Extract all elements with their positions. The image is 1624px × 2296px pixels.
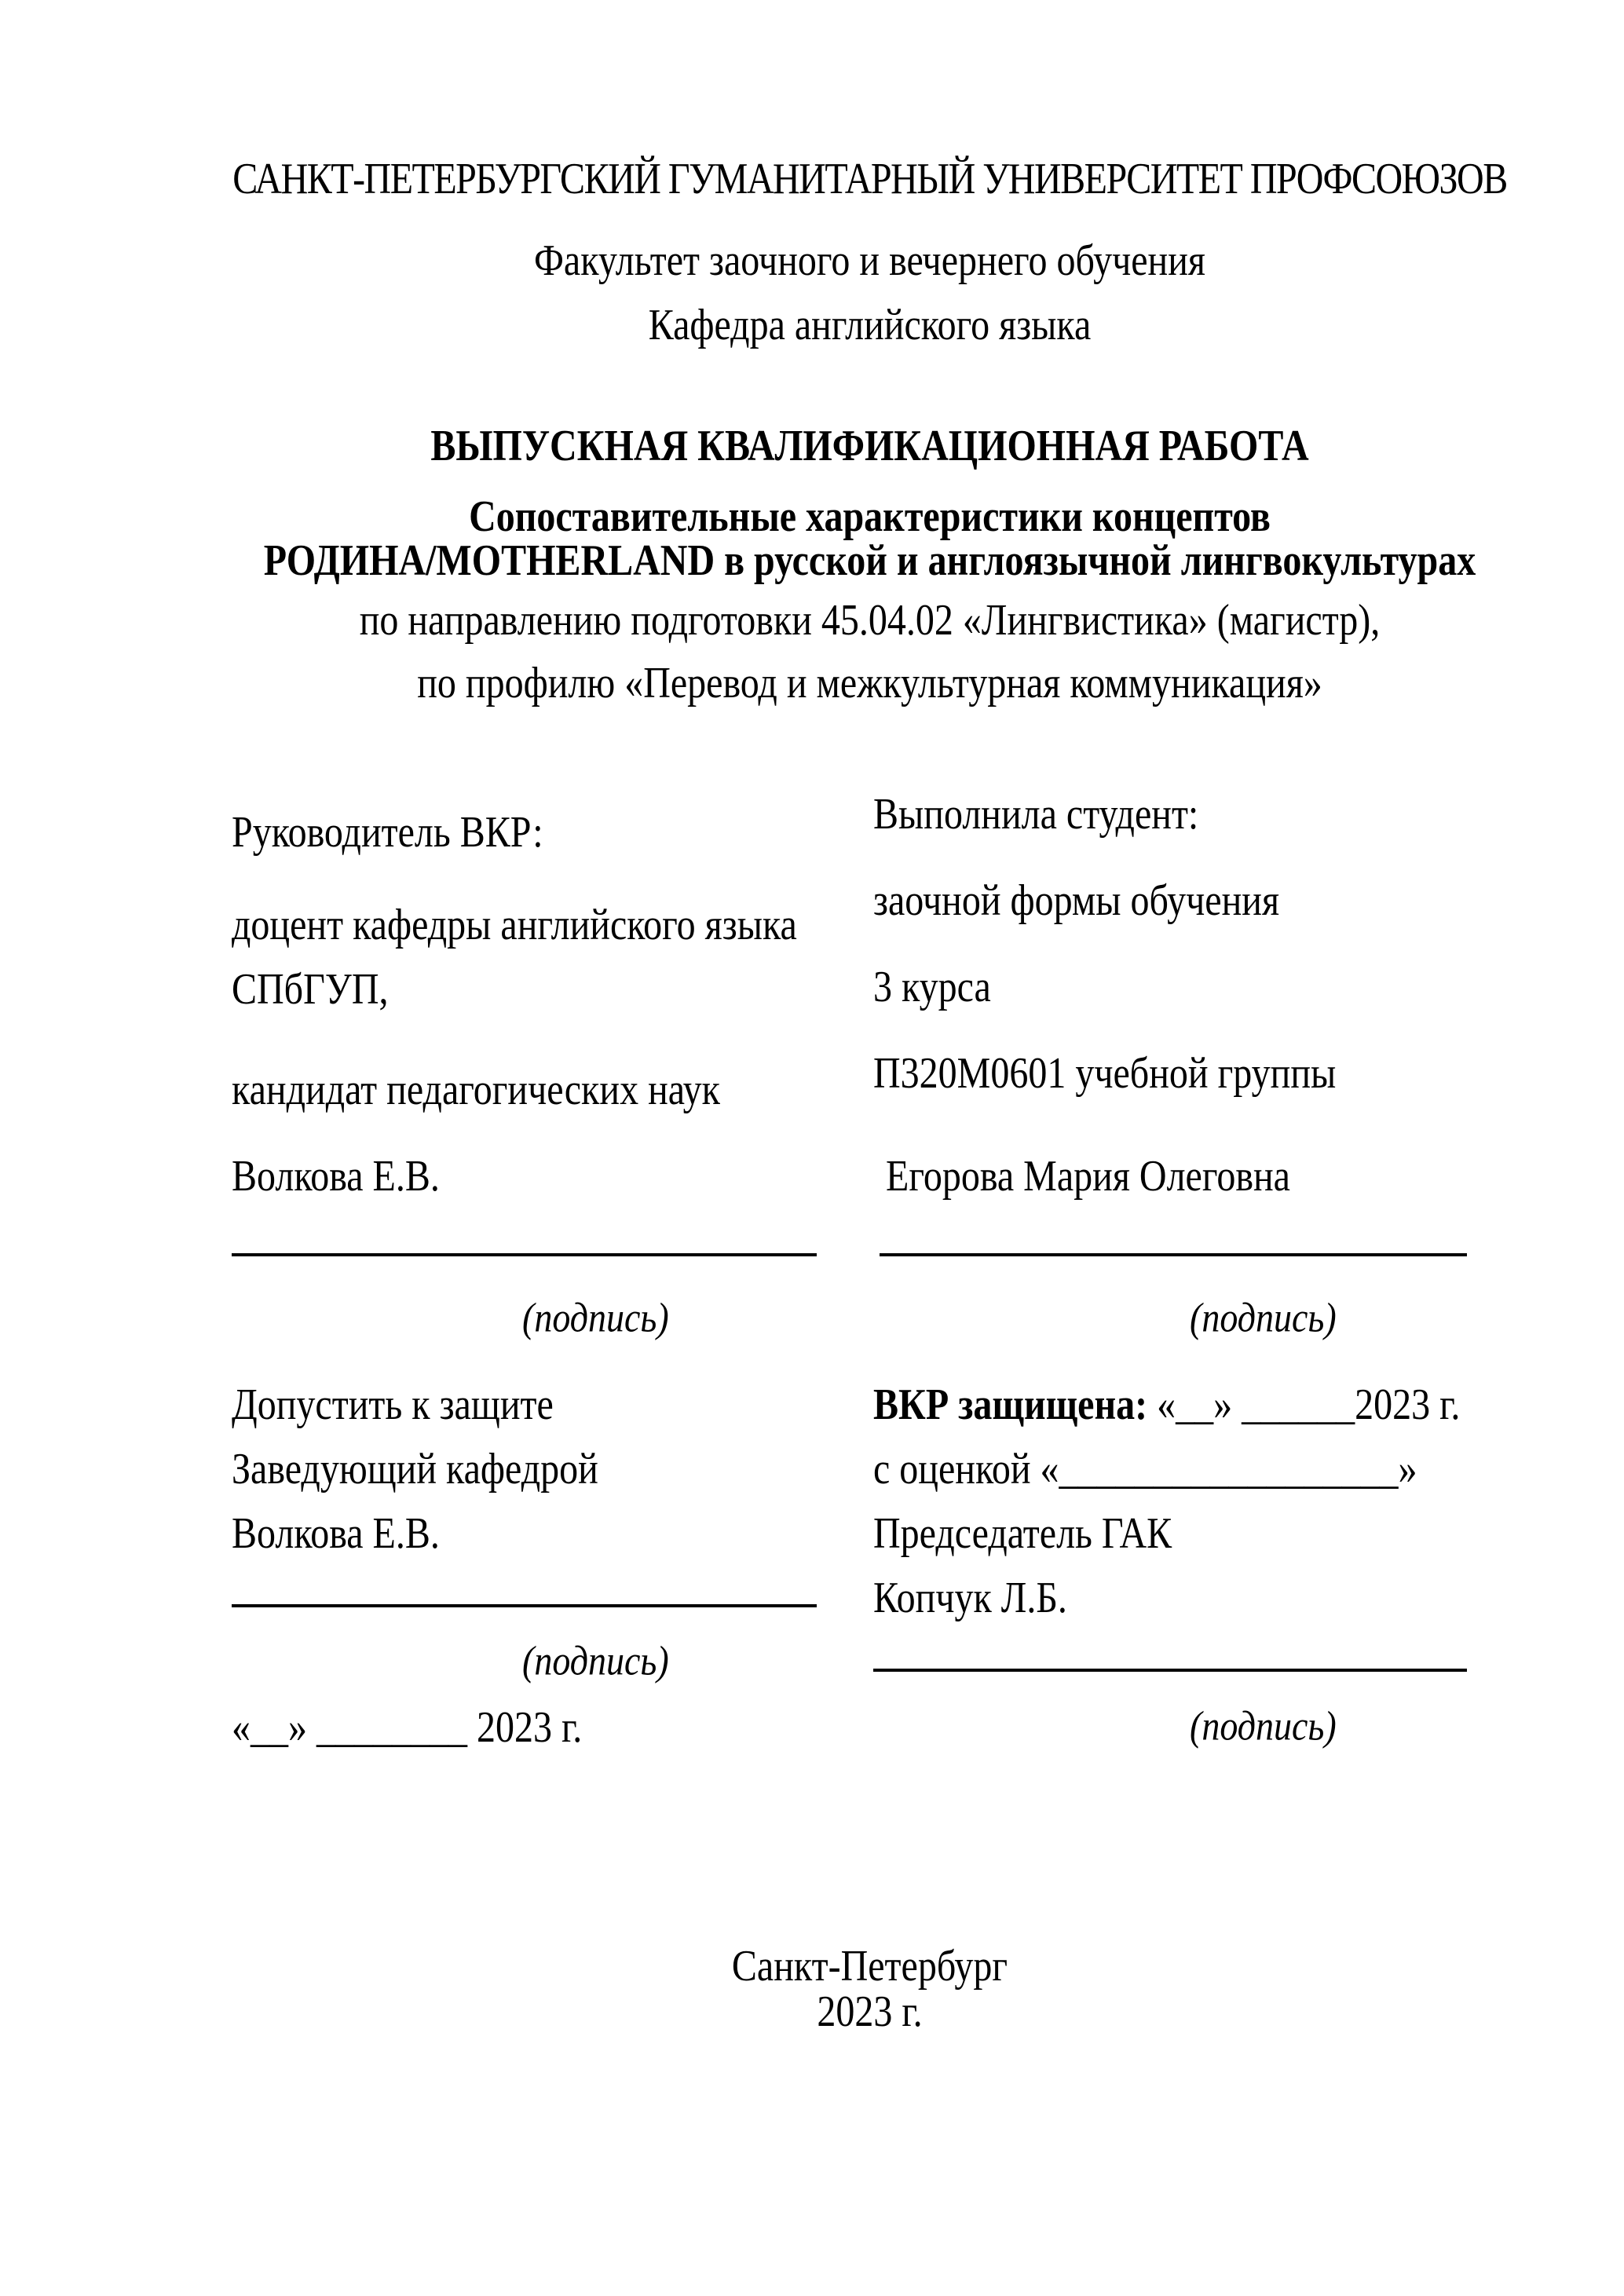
head-of-department-line: Заведующий кафедрой: [232, 1445, 598, 1493]
supervisor-signature-caption: (подпись): [522, 1294, 669, 1341]
thesis-title-line2: РОДИНА/MOTHERLAND в русской и англоязычной лингвокультурах: [263, 536, 1476, 585]
department-line: Кафедра английского языка: [648, 301, 1092, 349]
student-form: заочной формы обучения: [873, 876, 1280, 925]
defense-signature-caption: (подпись): [1190, 1702, 1337, 1749]
gak-chair-title: Председатель ГАК: [873, 1509, 1172, 1558]
supervisor-degree: кандидат педагогических наук: [232, 1066, 720, 1114]
admission-signature-line: [232, 1604, 817, 1607]
defense-date-line: [873, 1380, 1460, 1430]
supervisor-position: доцент кафедры английского языка: [232, 901, 797, 949]
student-course: 3 курса: [873, 963, 991, 1011]
thesis-title-line1: Сопоставительные характеристики концептов: [469, 492, 1271, 541]
university-name: САНКТ-ПЕТЕРБУРГСКИЙ ГУМАНИТАРНЫЙ УНИВЕРСИТЕТ ПРОФСОЮЗОВ: [232, 155, 1507, 203]
student-name: Егорова Мария Олеговна: [886, 1152, 1290, 1201]
defense-signature-line: [873, 1669, 1467, 1672]
footer-year: 2023 г.: [817, 1987, 923, 2036]
faculty-line: Факультет заочного и вечернего обучения: [534, 236, 1205, 285]
student-heading: Выполнила студент:: [873, 790, 1199, 839]
student-group: П320М0601 учебной группы: [873, 1049, 1337, 1098]
head-of-department-name: Волкова Е.В.: [232, 1509, 440, 1558]
defense-date-blank: «__» ______2023 г.: [1147, 1380, 1461, 1429]
defense-grade-line: с оценкой «__________________»: [873, 1445, 1417, 1493]
admission-signature-caption: (подпись): [522, 1637, 669, 1684]
admission-line: Допустить к защите: [232, 1380, 554, 1429]
admission-date-line: «__» ________ 2023 г.: [232, 1703, 583, 1752]
supervisor-university: СПбГУП,: [232, 965, 389, 1014]
program-line: по направлению подготовки 45.04.02 «Лингвистика» (магистр),: [359, 596, 1381, 645]
student-signature-caption: (подпись): [1190, 1294, 1337, 1341]
gak-chair-name: Копчук Л.Б.: [873, 1574, 1067, 1622]
profile-line: по профилю «Перевод и межкультурная коммуникация»: [417, 659, 1322, 707]
defense-label: ВКР защищена:: [873, 1380, 1148, 1429]
work-type-heading: ВЫПУСКНАЯ КВАЛИФИКАЦИОННАЯ РАБОТА: [430, 422, 1309, 470]
footer-city: Санкт-Петербург: [731, 1942, 1008, 1991]
supervisor-name: Волкова Е.В.: [232, 1152, 440, 1201]
supervisor-heading: Руководитель ВКР:: [232, 808, 543, 857]
supervisor-signature-line: [232, 1253, 817, 1256]
student-signature-line: [880, 1253, 1467, 1256]
